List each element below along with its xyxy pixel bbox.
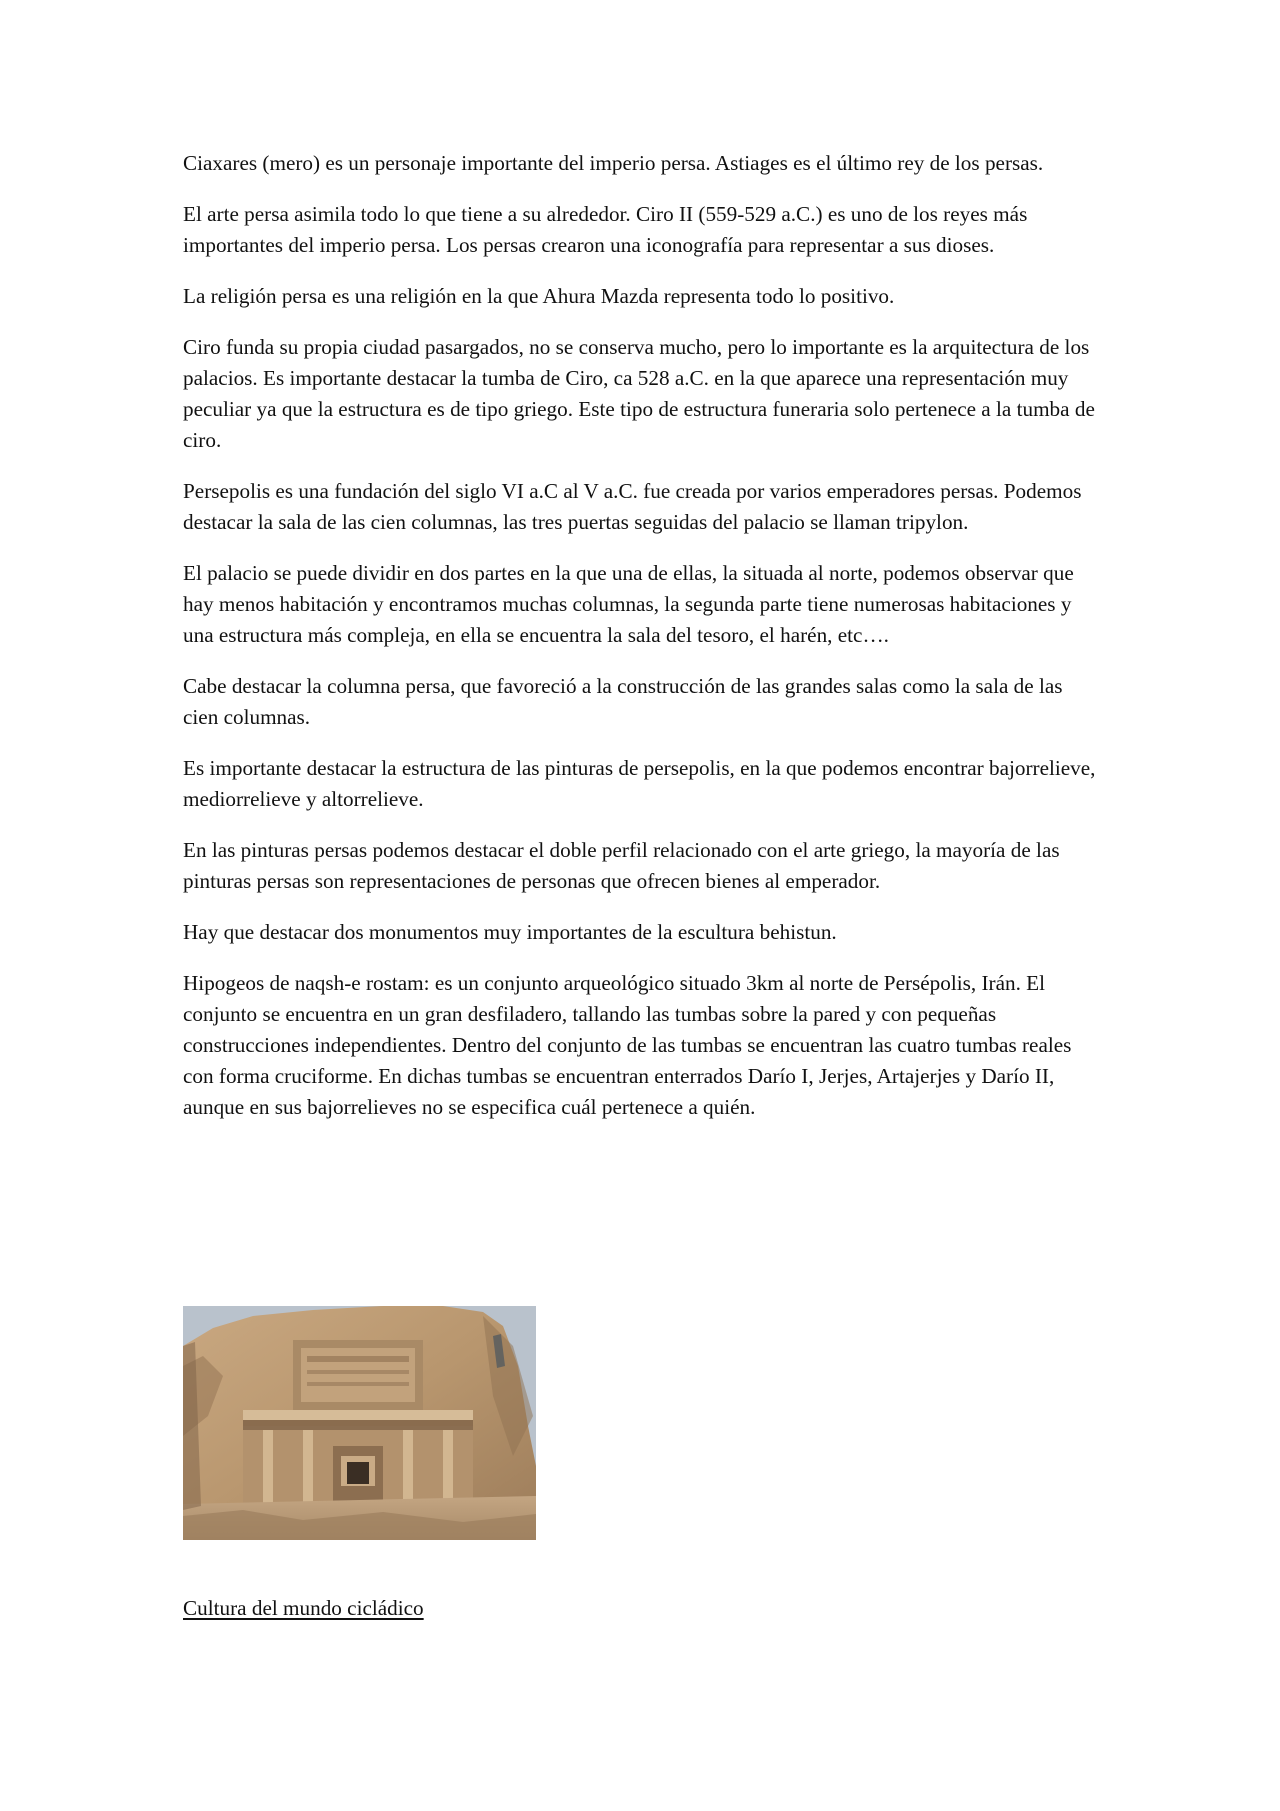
paragraph-palacio: El palacio se puede dividir en dos partes en la que una de ellas, la situada al norte, podemos observar que hay menos habitación y encontramos muchas columnas, la segunda parte tiene numerosas habitaciones y una estructura más compleja, en ella se encuentra la sala del tesoro, el harén, etc…. xyxy=(183,561,1074,647)
document-body xyxy=(183,148,1103,1143)
section-heading-cultura-ciclades: Cultura del mundo cicládico xyxy=(183,1596,424,1620)
tomb-photo xyxy=(183,1306,536,1540)
paragraph-persepolis: Persepolis es una fundación del siglo VI a.C al V a.C. fue creada por varios emperadores persas. Podemos destacar la sala de las cien columnas, las tres puertas seguidas del palacio se llaman tripylon. xyxy=(183,479,1082,534)
paragraph-pinturas-estructura: Es importante destacar la estructura de las pinturas de persepolis, en la que podemos encontrar bajorrelieve, mediorrelieve y altorrelieve. xyxy=(183,756,1096,811)
paragraph-religion: La religión persa es una religión en la que Ahura Mazda representa todo lo positivo. xyxy=(183,284,895,308)
paragraph-ciro-pasargados: Ciro funda su propia ciudad pasargados, no se conserva mucho, pero lo importante es la arquitectura de los palacios. Es importante destacar la tumba de Ciro, ca 528 a.C. en la que aparece una representación muy peculiar ya que la estructura es de tipo griego. Este tipo de estructura funeraria solo pertenece a la tumba de ciro. xyxy=(183,335,1095,452)
paragraph-naqsh-e-rostam: Hipogeos de naqsh-e rostam: es un conjunto arqueológico situado 3km al norte de Persépolis, Irán. El conjunto se encuentra en un gran desfiladero, tallando las tumbas sobre la pared y con pequeñas construcciones independientes. Dentro del conjunto de las tumbas se encuentran las cuatro tumbas reales con forma cruciforme. En dichas tumbas se encuentran enterrados Darío I, Jerjes, Artajerjes y Darío II, aunque en sus bajorrelieves no se especifica cuál pertenece a quién. xyxy=(183,971,1072,1119)
paragraph-pinturas-persas: En las pinturas persas podemos destacar el doble perfil relacionado con el arte griego, la mayoría de las pinturas persas son representaciones de personas que ofrecen bienes al emperador. xyxy=(183,838,1060,893)
paragraph-ciaxares: Ciaxares (mero) es un personaje importante del imperio persa. Astiages es el último rey de los persas. xyxy=(183,151,1044,175)
paragraph-arte-persa: El arte persa asimila todo lo que tiene a su alrededor. Ciro II (559-529 a.C.) es uno de los reyes más importantes del imperio persa. Los persas crearon una iconografía para representar a sus dioses. xyxy=(183,202,1028,257)
paragraph-behistun: Hay que destacar dos monumentos muy importantes de la escultura behistun. xyxy=(183,920,837,944)
paragraph-columna-persa: Cabe destacar la columna persa, que favoreció a la construcción de las grandes salas como la sala de las cien columnas. xyxy=(183,674,1063,729)
